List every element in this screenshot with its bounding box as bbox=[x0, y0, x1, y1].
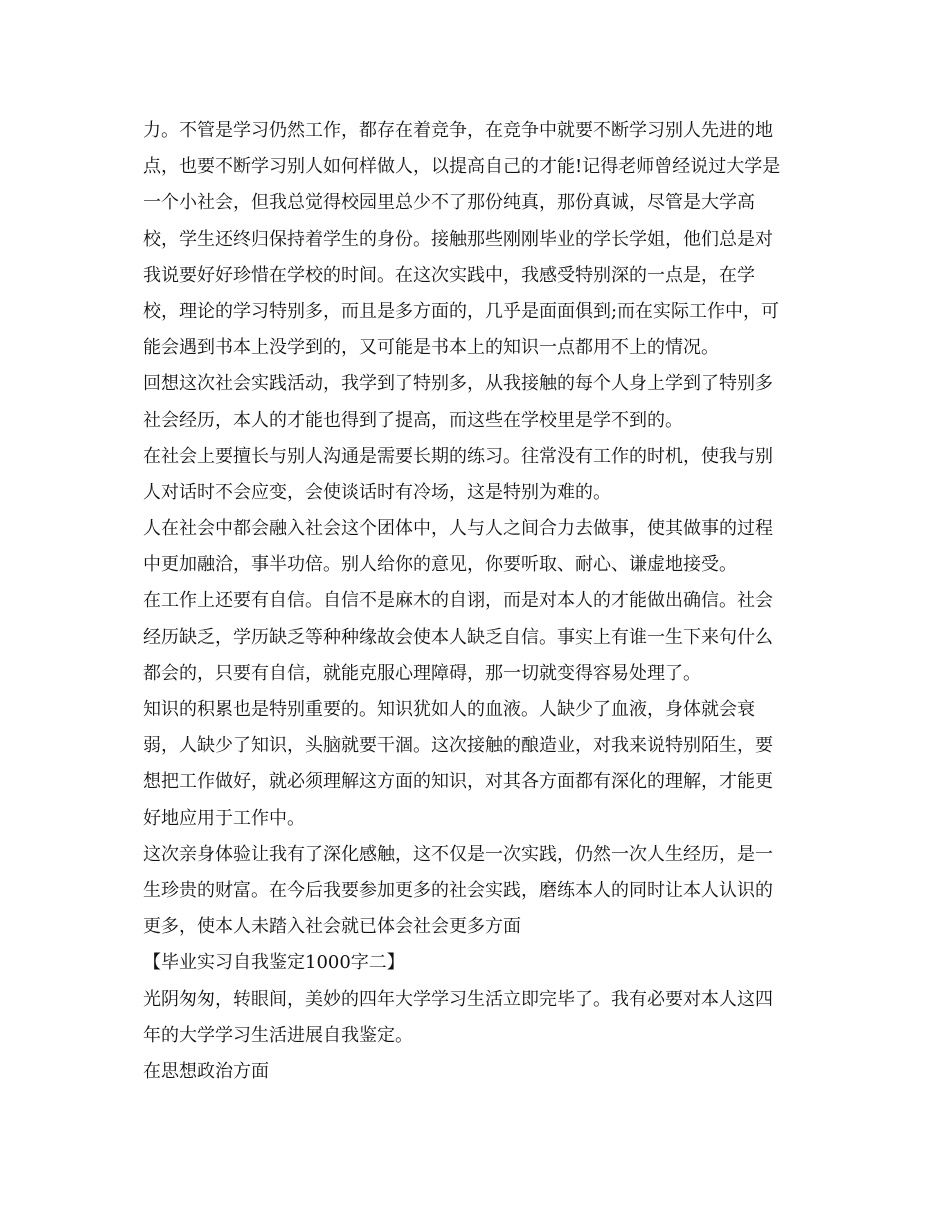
text-line: 能会遇到书本上没学到的，又可能是书本上的知识一点都用不上的情况。 bbox=[143, 337, 719, 359]
text-line: 这次亲身体验让我有了深化感触，这不仅是一次实践，仍然一次人生经历，是一 bbox=[143, 843, 773, 865]
text-line: 校，理论的学习特别多，而且是多方面的，几乎是面面俱到;而在实际工作中，可 bbox=[143, 300, 780, 322]
text-line: 社会经历，本人的才能也得到了提高，而这些在学校里是学不到的。 bbox=[143, 409, 683, 431]
text-line: 想把工作做好，就必须理解这方面的知识，对其各方面都有深化的理解，才能更 bbox=[143, 771, 773, 793]
text-line: 在工作上还要有自信。自信不是麻木的自诩，而是对本人的才能做出确信。社会 bbox=[143, 590, 773, 612]
text-line: 弱，人缺少了知识，头脑就要干涸。这次接触的酿造业，对我来说特别陌生，要 bbox=[143, 735, 773, 757]
text-line: 知识的积累也是特别重要的。知识犹如人的血液。人缺少了血液，身体就会衰 bbox=[143, 699, 755, 720]
text-line: 光阴匆匆，转眼间，美妙的四年大学学习生活立即完毕了。我有必要对本人这四 bbox=[143, 988, 773, 1010]
text-line: 校，学生还终归保持着学生的身份。接触那些刚刚毕业的学长学姐，他们总是对 bbox=[143, 228, 773, 250]
text-line: 都会的，只要有自信，就能克服心理障碍，那一切就变得容易处理了。 bbox=[143, 662, 701, 684]
text-line: 人对话时不会应变，会使谈话时有冷场，这是特别为难的。 bbox=[143, 481, 611, 503]
text-line: 力。不管是学习仍然工作，都存在着竞争，在竞争中就要不断学习别人先进的地 bbox=[143, 120, 773, 141]
text-line: 我说要好好珍惜在学校的时间。在这次实践中，我感受特别深的一点是，在学 bbox=[143, 264, 755, 286]
text-line: 在社会上要擅长与别人沟通是需要长期的练习。往常没有工作的时机，使我与别 bbox=[143, 445, 773, 467]
text-line: 一个小社会，但我总觉得校园里总少不了那份纯真，那份真诚，尽管是大学高 bbox=[143, 192, 755, 214]
text-line: 年的大学学习生活进展自我鉴定。 bbox=[143, 1024, 413, 1046]
document-body bbox=[143, 113, 813, 1090]
text-line: 中更加融洽，事半功倍。别人给你的意见，你要听取、耐心、谦虚地接受。 bbox=[143, 554, 737, 576]
text-line: 好地应用于工作中。 bbox=[143, 807, 305, 829]
text-line: 人在社会中都会融入社会这个团体中，人与人之间合力去做事，使其做事的过程 bbox=[143, 518, 773, 540]
text-line: 在思想政治方面 bbox=[143, 1060, 269, 1082]
text-line: 回想这次社会实践活动，我学到了特别多，从我接触的每个人身上学到了特别多 bbox=[143, 373, 773, 395]
text-line: 经历缺乏，学历缺乏等种种缘故会使本人缺乏自信。事实上有谁一生下来句什么 bbox=[143, 626, 773, 648]
section-heading: 【毕业实习自我鉴定1000字二】 bbox=[143, 952, 405, 974]
text-line: 更多，使本人未踏入社会就已体会社会更多方面 bbox=[143, 916, 521, 938]
text-line: 点，也要不断学习别人如何样做人，以提高自己的才能!记得老师曾经说过大学是 bbox=[143, 156, 781, 178]
text-line: 生珍贵的财富。在今后我要参加更多的社会实践，磨练本人的同时让本人认识的 bbox=[143, 879, 773, 901]
